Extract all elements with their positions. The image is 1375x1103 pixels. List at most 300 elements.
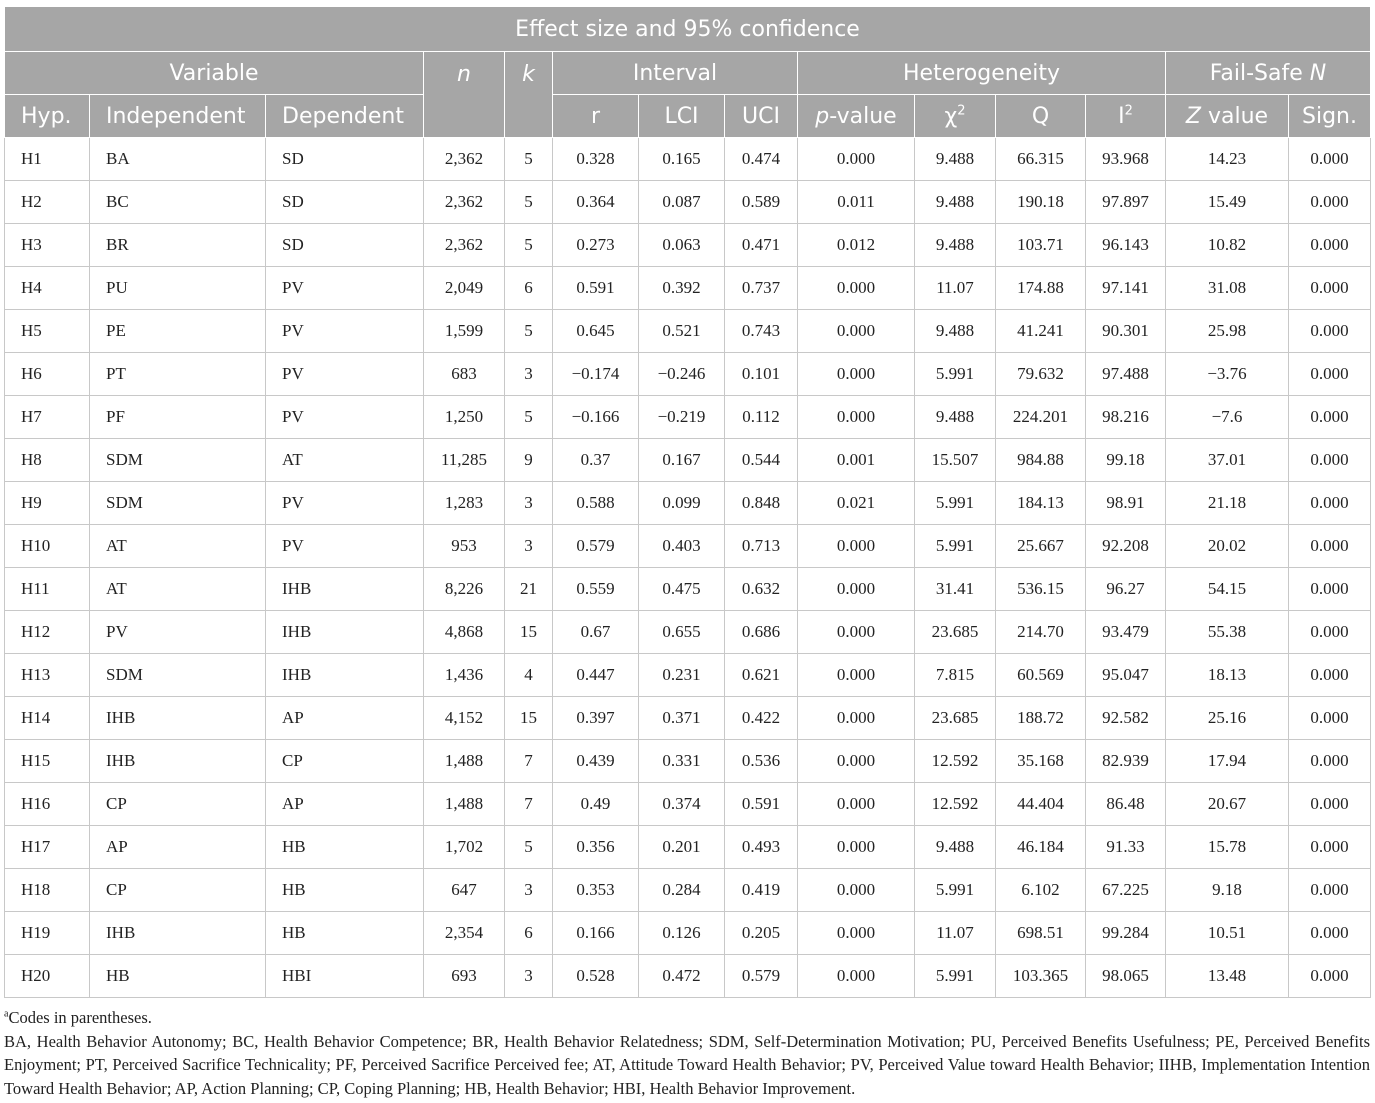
header-q: Q <box>996 95 1086 138</box>
cell-independent: PT <box>90 353 266 396</box>
cell-chi-square: 5.991 <box>915 525 996 568</box>
table-row <box>5 826 1371 869</box>
table-row <box>5 869 1371 912</box>
cell-z-value: 21.18 <box>1166 482 1289 525</box>
cell-chi-square: 9.488 <box>915 396 996 439</box>
cell-dependent: AT <box>266 439 424 482</box>
cell-z-value: 54.15 <box>1166 568 1289 611</box>
cell-pvalue: 0.021 <box>798 482 915 525</box>
table-row <box>5 353 1371 396</box>
cell-pvalue: 0.000 <box>798 568 915 611</box>
cell-dependent: SD <box>266 138 424 181</box>
cell-k: 4 <box>505 654 553 697</box>
cell-pvalue: 0.000 <box>798 353 915 396</box>
cell-i-squared: 91.33 <box>1086 826 1166 869</box>
cell-independent: AT <box>90 525 266 568</box>
cell-q: 60.569 <box>996 654 1086 697</box>
cell-i-squared: 86.48 <box>1086 783 1166 826</box>
cell-z-value: 10.82 <box>1166 224 1289 267</box>
cell-q: 25.667 <box>996 525 1086 568</box>
header-effect-size: Effect size and 95% confidence <box>5 7 1371 52</box>
cell-q: 35.168 <box>996 740 1086 783</box>
cell-lci: 0.371 <box>639 697 725 740</box>
cell-hyp: H20 <box>5 955 90 998</box>
cell-q: 214.70 <box>996 611 1086 654</box>
cell-independent: SDM <box>90 654 266 697</box>
cell-q: 79.632 <box>996 353 1086 396</box>
cell-hyp: H8 <box>5 439 90 482</box>
cell-independent: SDM <box>90 439 266 482</box>
cell-k: 5 <box>505 138 553 181</box>
cell-independent: PU <box>90 267 266 310</box>
cell-k: 3 <box>505 482 553 525</box>
cell-chi-square: 9.488 <box>915 138 996 181</box>
cell-hyp: H13 <box>5 654 90 697</box>
cell-lci: −0.219 <box>639 396 725 439</box>
cell-independent: PE <box>90 310 266 353</box>
cell-r: 0.397 <box>553 697 639 740</box>
cell-k: 5 <box>505 826 553 869</box>
cell-k: 15 <box>505 697 553 740</box>
cell-n: 683 <box>424 353 505 396</box>
header-lci: LCI <box>639 95 725 138</box>
cell-n: 1,283 <box>424 482 505 525</box>
cell-lci: 0.475 <box>639 568 725 611</box>
cell-hyp: H5 <box>5 310 90 353</box>
meta-analysis-table-container <box>4 6 1370 1100</box>
cell-chi-square: 11.07 <box>915 912 996 955</box>
cell-q: 188.72 <box>996 697 1086 740</box>
cell-lci: 0.167 <box>639 439 725 482</box>
cell-uci: 0.632 <box>725 568 798 611</box>
cell-r: 0.645 <box>553 310 639 353</box>
cell-r: −0.174 <box>553 353 639 396</box>
cell-sign: 0.000 <box>1289 955 1371 998</box>
cell-sign: 0.000 <box>1289 310 1371 353</box>
cell-uci: 0.419 <box>725 869 798 912</box>
cell-uci: 0.621 <box>725 654 798 697</box>
cell-lci: 0.165 <box>639 138 725 181</box>
cell-k: 9 <box>505 439 553 482</box>
cell-uci: 0.713 <box>725 525 798 568</box>
meta-analysis-table <box>4 6 1371 998</box>
header-heterogeneity: Heterogeneity <box>798 52 1166 95</box>
cell-i-squared: 99.18 <box>1086 439 1166 482</box>
cell-pvalue: 0.000 <box>798 869 915 912</box>
table-row <box>5 568 1371 611</box>
cell-dependent: IHB <box>266 654 424 697</box>
cell-independent: IHB <box>90 740 266 783</box>
cell-dependent: SD <box>266 181 424 224</box>
cell-n: 8,226 <box>424 568 505 611</box>
cell-uci: 0.471 <box>725 224 798 267</box>
cell-n: 2,362 <box>424 181 505 224</box>
cell-q: 190.18 <box>996 181 1086 224</box>
cell-independent: IHB <box>90 912 266 955</box>
cell-independent: CP <box>90 869 266 912</box>
cell-i-squared: 82.939 <box>1086 740 1166 783</box>
cell-hyp: H12 <box>5 611 90 654</box>
cell-r: 0.273 <box>553 224 639 267</box>
table-row <box>5 912 1371 955</box>
cell-n: 11,285 <box>424 439 505 482</box>
cell-chi-square: 11.07 <box>915 267 996 310</box>
cell-lci: 0.331 <box>639 740 725 783</box>
cell-r: 0.579 <box>553 525 639 568</box>
cell-independent: HB <box>90 955 266 998</box>
cell-dependent: AP <box>266 697 424 740</box>
cell-hyp: H15 <box>5 740 90 783</box>
cell-z-value: 15.78 <box>1166 826 1289 869</box>
header-i-squared: $I^2$ <box>1086 95 1166 138</box>
table-row <box>5 181 1371 224</box>
cell-hyp: H11 <box>5 568 90 611</box>
cell-uci: 0.591 <box>725 783 798 826</box>
cell-chi-square: 5.991 <box>915 482 996 525</box>
cell-z-value: −3.76 <box>1166 353 1289 396</box>
cell-n: 1,488 <box>424 740 505 783</box>
header-k: k <box>505 52 553 138</box>
cell-r: 0.328 <box>553 138 639 181</box>
cell-dependent: PV <box>266 353 424 396</box>
cell-pvalue: 0.000 <box>798 396 915 439</box>
cell-z-value: 17.94 <box>1166 740 1289 783</box>
cell-k: 3 <box>505 955 553 998</box>
cell-n: 2,362 <box>424 224 505 267</box>
cell-i-squared: 92.582 <box>1086 697 1166 740</box>
header-n: n <box>424 52 505 138</box>
cell-q: 224.201 <box>996 396 1086 439</box>
cell-z-value: 25.16 <box>1166 697 1289 740</box>
cell-q: 184.13 <box>996 482 1086 525</box>
cell-k: 7 <box>505 740 553 783</box>
cell-k: 3 <box>505 869 553 912</box>
cell-z-value: 13.48 <box>1166 955 1289 998</box>
cell-i-squared: 96.27 <box>1086 568 1166 611</box>
cell-hyp: H18 <box>5 869 90 912</box>
cell-pvalue: 0.000 <box>798 654 915 697</box>
cell-pvalue: 0.000 <box>798 267 915 310</box>
cell-r: 0.67 <box>553 611 639 654</box>
cell-r: 0.447 <box>553 654 639 697</box>
cell-n: 1,599 <box>424 310 505 353</box>
table-notes <box>4 1006 1370 1100</box>
cell-pvalue: 0.000 <box>798 525 915 568</box>
cell-sign: 0.000 <box>1289 396 1371 439</box>
cell-chi-square: 5.991 <box>915 869 996 912</box>
cell-chi-square: 31.41 <box>915 568 996 611</box>
cell-chi-square: 7.815 <box>915 654 996 697</box>
cell-r: −0.166 <box>553 396 639 439</box>
cell-uci: 0.493 <box>725 826 798 869</box>
cell-z-value: −7.6 <box>1166 396 1289 439</box>
cell-uci: 0.743 <box>725 310 798 353</box>
cell-pvalue: 0.011 <box>798 181 915 224</box>
cell-independent: IHB <box>90 697 266 740</box>
cell-q: 41.241 <box>996 310 1086 353</box>
cell-uci: 0.536 <box>725 740 798 783</box>
cell-dependent: SD <box>266 224 424 267</box>
table-row <box>5 740 1371 783</box>
cell-lci: 0.063 <box>639 224 725 267</box>
cell-z-value: 14.23 <box>1166 138 1289 181</box>
cell-sign: 0.000 <box>1289 783 1371 826</box>
cell-hyp: H6 <box>5 353 90 396</box>
cell-i-squared: 97.488 <box>1086 353 1166 396</box>
cell-n: 2,362 <box>424 138 505 181</box>
cell-q: 66.315 <box>996 138 1086 181</box>
header-dependent: Dependent <box>266 95 424 138</box>
cell-k: 5 <box>505 181 553 224</box>
cell-dependent: HB <box>266 912 424 955</box>
cell-sign: 0.000 <box>1289 869 1371 912</box>
cell-chi-square: 23.685 <box>915 611 996 654</box>
cell-r: 0.166 <box>553 912 639 955</box>
cell-uci: 0.579 <box>725 955 798 998</box>
cell-independent: BA <box>90 138 266 181</box>
cell-i-squared: 93.479 <box>1086 611 1166 654</box>
cell-sign: 0.000 <box>1289 912 1371 955</box>
header-z-value: Z value <box>1166 95 1289 138</box>
cell-independent: PF <box>90 396 266 439</box>
cell-uci: 0.112 <box>725 396 798 439</box>
cell-lci: 0.284 <box>639 869 725 912</box>
cell-lci: 0.521 <box>639 310 725 353</box>
cell-dependent: PV <box>266 525 424 568</box>
abbreviations-note: BA, Health Behavior Autonomy; BC, Health Behavior Competence; BR, Health Behavior Relatedness; SDM, Self-Determination Motivation; PU, Perceived Benefits Usefulness; PE, Perceived Benefits Enjoyment; PT, Perceived Sacrifice Technicality; PF, Perceived Sacrifice Perceived fee; AT, Attitude Toward Health Behavior; PV, Perceived Value toward Health Behavior; IIHB, Implementation Intention Toward Health Behavior; AP, Action Planning; CP, Coping Planning; HB, Health Behavior; HBI, Health Behavior Improvement. <box>4 1031 1370 1098</box>
cell-sign: 0.000 <box>1289 482 1371 525</box>
table-row <box>5 396 1371 439</box>
cell-sign: 0.000 <box>1289 224 1371 267</box>
table-row <box>5 224 1371 267</box>
cell-independent: BR <box>90 224 266 267</box>
cell-pvalue: 0.000 <box>798 955 915 998</box>
cell-chi-square: 9.488 <box>915 310 996 353</box>
table-row <box>5 783 1371 826</box>
cell-pvalue: 0.000 <box>798 783 915 826</box>
table-row <box>5 310 1371 353</box>
cell-sign: 0.000 <box>1289 654 1371 697</box>
cell-chi-square: 12.592 <box>915 740 996 783</box>
cell-uci: 0.205 <box>725 912 798 955</box>
cell-lci: 0.231 <box>639 654 725 697</box>
cell-n: 647 <box>424 869 505 912</box>
cell-dependent: PV <box>266 396 424 439</box>
cell-hyp: H3 <box>5 224 90 267</box>
cell-sign: 0.000 <box>1289 697 1371 740</box>
cell-dependent: HB <box>266 869 424 912</box>
cell-q: 103.365 <box>996 955 1086 998</box>
cell-q: 984.88 <box>996 439 1086 482</box>
cell-independent: PV <box>90 611 266 654</box>
cell-pvalue: 0.000 <box>798 310 915 353</box>
header-r: r <box>553 95 639 138</box>
cell-dependent: HBI <box>266 955 424 998</box>
cell-r: 0.439 <box>553 740 639 783</box>
cell-sign: 0.000 <box>1289 611 1371 654</box>
cell-sign: 0.000 <box>1289 568 1371 611</box>
cell-k: 7 <box>505 783 553 826</box>
cell-z-value: 18.13 <box>1166 654 1289 697</box>
cell-i-squared: 99.284 <box>1086 912 1166 955</box>
cell-dependent: PV <box>266 310 424 353</box>
cell-chi-square: 9.488 <box>915 826 996 869</box>
cell-sign: 0.000 <box>1289 267 1371 310</box>
cell-independent: BC <box>90 181 266 224</box>
cell-pvalue: 0.000 <box>798 912 915 955</box>
table-row <box>5 525 1371 568</box>
cell-k: 15 <box>505 611 553 654</box>
cell-i-squared: 98.216 <box>1086 396 1166 439</box>
cell-independent: CP <box>90 783 266 826</box>
cell-n: 4,152 <box>424 697 505 740</box>
cell-k: 21 <box>505 568 553 611</box>
cell-i-squared: 92.208 <box>1086 525 1166 568</box>
cell-lci: 0.655 <box>639 611 725 654</box>
cell-hyp: H2 <box>5 181 90 224</box>
header-hyp: Hyp. <box>5 95 90 138</box>
cell-uci: 0.737 <box>725 267 798 310</box>
cell-lci: 0.087 <box>639 181 725 224</box>
cell-independent: AP <box>90 826 266 869</box>
cell-n: 1,702 <box>424 826 505 869</box>
cell-lci: 0.126 <box>639 912 725 955</box>
cell-pvalue: 0.000 <box>798 740 915 783</box>
cell-z-value: 37.01 <box>1166 439 1289 482</box>
cell-hyp: H10 <box>5 525 90 568</box>
cell-z-value: 10.51 <box>1166 912 1289 955</box>
cell-chi-square: 23.685 <box>915 697 996 740</box>
table-row <box>5 955 1371 998</box>
table-header <box>5 7 1371 138</box>
cell-q: 536.15 <box>996 568 1086 611</box>
cell-chi-square: 5.991 <box>915 353 996 396</box>
cell-z-value: 20.67 <box>1166 783 1289 826</box>
cell-chi-square: 9.488 <box>915 224 996 267</box>
cell-uci: 0.544 <box>725 439 798 482</box>
footnote <box>4 1006 1370 1030</box>
cell-dependent: IHB <box>266 568 424 611</box>
table-row <box>5 439 1371 482</box>
cell-dependent: IHB <box>266 611 424 654</box>
cell-z-value: 31.08 <box>1166 267 1289 310</box>
cell-n: 1,250 <box>424 396 505 439</box>
cell-i-squared: 98.91 <box>1086 482 1166 525</box>
cell-i-squared: 93.968 <box>1086 138 1166 181</box>
cell-hyp: H1 <box>5 138 90 181</box>
cell-k: 3 <box>505 525 553 568</box>
cell-n: 1,488 <box>424 783 505 826</box>
cell-uci: 0.589 <box>725 181 798 224</box>
cell-hyp: H14 <box>5 697 90 740</box>
cell-hyp: H9 <box>5 482 90 525</box>
cell-i-squared: 67.225 <box>1086 869 1166 912</box>
cell-lci: 0.099 <box>639 482 725 525</box>
cell-n: 953 <box>424 525 505 568</box>
table-row <box>5 482 1371 525</box>
footnote-mark: a <box>4 1008 9 1020</box>
cell-q: 46.184 <box>996 826 1086 869</box>
cell-r: 0.37 <box>553 439 639 482</box>
cell-n: 1,436 <box>424 654 505 697</box>
cell-chi-square: 5.991 <box>915 955 996 998</box>
cell-r: 0.559 <box>553 568 639 611</box>
header-pvalue: p-value <box>798 95 915 138</box>
cell-uci: 0.686 <box>725 611 798 654</box>
cell-r: 0.356 <box>553 826 639 869</box>
cell-independent: SDM <box>90 482 266 525</box>
cell-uci: 0.848 <box>725 482 798 525</box>
cell-i-squared: 96.143 <box>1086 224 1166 267</box>
table-row <box>5 654 1371 697</box>
cell-dependent: PV <box>266 482 424 525</box>
cell-r: 0.588 <box>553 482 639 525</box>
cell-k: 5 <box>505 310 553 353</box>
cell-lci: 0.201 <box>639 826 725 869</box>
cell-independent: AT <box>90 568 266 611</box>
cell-sign: 0.000 <box>1289 525 1371 568</box>
cell-r: 0.353 <box>553 869 639 912</box>
cell-q: 698.51 <box>996 912 1086 955</box>
footnote-text: Codes in parentheses. <box>8 1008 152 1027</box>
cell-lci: 0.472 <box>639 955 725 998</box>
header-sign: Sign. <box>1289 95 1371 138</box>
header-uci: UCI <box>725 95 798 138</box>
cell-r: 0.364 <box>553 181 639 224</box>
cell-hyp: H19 <box>5 912 90 955</box>
header-variable: Variable <box>5 52 424 95</box>
cell-dependent: AP <box>266 783 424 826</box>
cell-k: 5 <box>505 224 553 267</box>
cell-k: 6 <box>505 912 553 955</box>
cell-lci: 0.403 <box>639 525 725 568</box>
cell-q: 103.71 <box>996 224 1086 267</box>
cell-pvalue: 0.000 <box>798 697 915 740</box>
cell-dependent: PV <box>266 267 424 310</box>
cell-z-value: 55.38 <box>1166 611 1289 654</box>
cell-z-value: 25.98 <box>1166 310 1289 353</box>
cell-i-squared: 97.141 <box>1086 267 1166 310</box>
cell-z-value: 9.18 <box>1166 869 1289 912</box>
cell-hyp: H4 <box>5 267 90 310</box>
cell-q: 6.102 <box>996 869 1086 912</box>
cell-q: 174.88 <box>996 267 1086 310</box>
cell-z-value: 15.49 <box>1166 181 1289 224</box>
cell-hyp: H16 <box>5 783 90 826</box>
cell-sign: 0.000 <box>1289 138 1371 181</box>
cell-r: 0.49 <box>553 783 639 826</box>
header-failsafe: Fail-Safe N <box>1166 52 1371 95</box>
cell-uci: 0.422 <box>725 697 798 740</box>
cell-n: 693 <box>424 955 505 998</box>
cell-z-value: 20.02 <box>1166 525 1289 568</box>
cell-pvalue: 0.000 <box>798 611 915 654</box>
cell-hyp: H17 <box>5 826 90 869</box>
cell-r: 0.528 <box>553 955 639 998</box>
cell-uci: 0.474 <box>725 138 798 181</box>
cell-lci: 0.392 <box>639 267 725 310</box>
cell-pvalue: 0.001 <box>798 439 915 482</box>
cell-pvalue: 0.000 <box>798 138 915 181</box>
cell-lci: 0.374 <box>639 783 725 826</box>
cell-sign: 0.000 <box>1289 826 1371 869</box>
cell-n: 2,354 <box>424 912 505 955</box>
cell-pvalue: 0.000 <box>798 826 915 869</box>
cell-dependent: HB <box>266 826 424 869</box>
cell-chi-square: 12.592 <box>915 783 996 826</box>
cell-i-squared: 97.897 <box>1086 181 1166 224</box>
cell-sign: 0.000 <box>1289 439 1371 482</box>
